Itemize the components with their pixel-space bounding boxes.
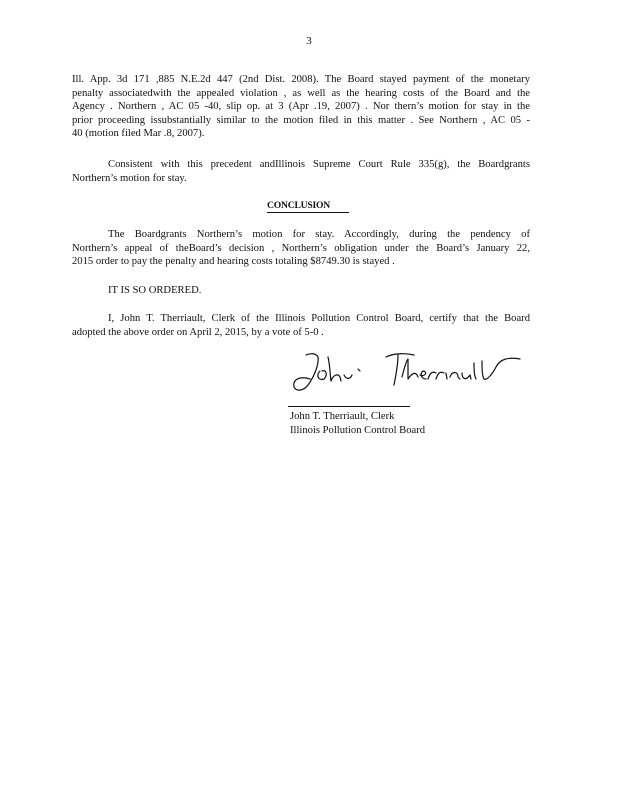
order-statement: [72, 284, 530, 298]
text-line: Ill. App. 3d 171 ,885 N.E.2d 447 (2nd Dist. 2008). The Board stayed payment of the monetary: [72, 74, 530, 85]
text-line: I, John T. Therriault, Clerk of the Illinois Pollution Control Board, certify that the Board: [108, 313, 530, 324]
text-line: 2015 order to pay the penalty and hearing costs totaling $8749.30 is stayed .: [72, 256, 395, 268]
text-line: prior proceeding issubstantially similar to the motion filed in this matter . See Northern , AC 05 -: [72, 114, 530, 126]
section-heading: CONCLUSION: [267, 200, 349, 213]
paragraph-rule: [72, 158, 530, 185]
signer-name: John T. Therriault, Clerk: [290, 411, 395, 422]
text-line: 40 (motion filed Mar .8, 2007).: [72, 128, 205, 140]
signer-organization: Illinois Pollution Control Board: [290, 424, 426, 436]
text-line: Northern’s motion for stay.: [72, 172, 187, 184]
paragraph-precedent: [72, 73, 530, 141]
text-line: Northern’s appeal of theBoard’s decision , Northern’s obligation under the Board’s January 22,: [72, 242, 530, 254]
text-line: penalty associatedwith the appealed violation , as well as the hearing costs of the Board and the: [72, 87, 530, 99]
text-line: Agency . Northern , AC 05 -40, slip op. at 3 (Apr .19, 2007) . Nor thern’s motion for stay in the: [72, 101, 530, 113]
text-line: IT IS SO ORDERED.: [108, 285, 202, 296]
text-line: The Boardgrants Northern’s motion for stay. Accordingly, during the pendency of: [108, 229, 530, 240]
text-line: Consistent with this precedent andIllinois Supreme Court Rule 335(g), the Boardgrants: [108, 159, 530, 170]
paragraph-conclusion: [72, 228, 530, 269]
text-line: adopted the above order on April 2, 2015, by a vote of 5-0 .: [72, 326, 324, 338]
page-number: 3: [306, 35, 312, 47]
signature-block: [290, 410, 425, 437]
signature-line: [288, 406, 410, 407]
paragraph-certification: [72, 312, 530, 339]
handwritten-signature: [286, 347, 526, 397]
